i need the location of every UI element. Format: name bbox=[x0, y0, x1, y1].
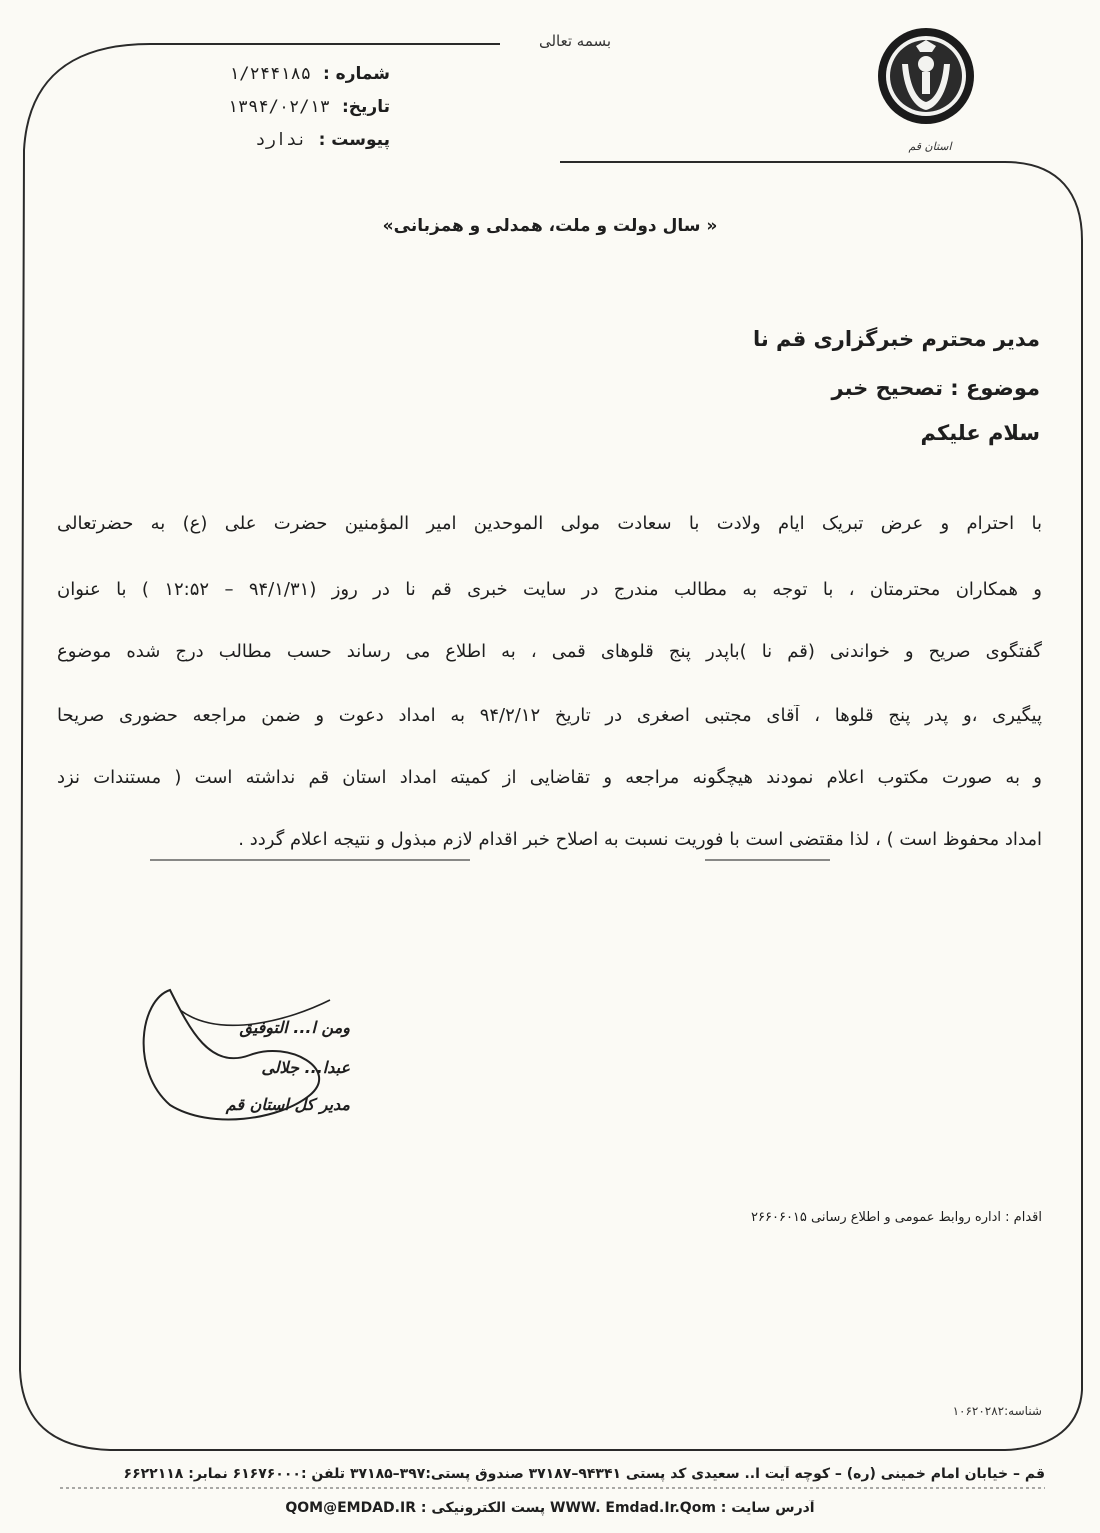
greeting: سلام علیکم bbox=[920, 421, 1040, 445]
body-line-5: و به صورت مکتوب اعلام نمودند هیچگونه مراجعه و تقاضایی از کمیته امداد استان قم نداشته است ( مستندات نزد bbox=[57, 767, 1042, 788]
attachment-value: ندارد bbox=[255, 130, 307, 150]
invocation: بسمه تعالی bbox=[538, 32, 612, 50]
date-value: ۱۳۹۴/۰۲/۱۳ bbox=[227, 97, 330, 117]
document-id: شناسه:۱۰۶۲۰۲۸۲ bbox=[952, 1404, 1042, 1418]
province-label: استان قم bbox=[908, 140, 952, 153]
attachment-label: پیوست : bbox=[318, 130, 390, 150]
body-line-2: و همکاران محترمتان ، با توجه به مطالب مندرج در سایت خبری قم نا در روز (۹۴/۱/۳۱ – ۱۲:۵۲ ) با عنوان bbox=[57, 579, 1042, 600]
body-line-6: امداد محفوظ است ) ، لذا مقتضی است با فوریت نسبت به اصلاح خبر اقدام لازم مبذول و نتیجه اعلام گردد . bbox=[238, 829, 1042, 850]
number-value: ۱/۲۴۴۱۸۵ bbox=[229, 64, 311, 84]
recipient: مدیر محترم خبرگزاری قم نا bbox=[752, 327, 1040, 351]
signature-name: عبدا... جلالی bbox=[261, 1058, 350, 1077]
signature-closing: ومن ا... التوفیق bbox=[239, 1018, 350, 1037]
action-note: اقدام : اداره روابط عمومی و اطلاع رسانی ۲۶۶۰۶۰۱۵ bbox=[751, 1210, 1042, 1225]
year-slogan: « سال دولت و ملت، همدلی و همزبانی» bbox=[382, 216, 718, 236]
footer-address: قم – خیابان امام خمینی (ره) – کوچه آیت ا.. سعیدی کد پستی ۹۴۳۴۱–۳۷۱۸۷ صندوق پستی:۳۹۷–۳۷۱۸۵ تلفن :۶۱۶۷۶۰۰۰ نمابر: ۶۶۲۲۱۱۸ bbox=[123, 1466, 1045, 1482]
emdad-logo-icon bbox=[872, 24, 980, 142]
letter-attachment-row bbox=[255, 130, 390, 150]
subject: موضوع : تصحیح خبر bbox=[831, 376, 1040, 400]
number-label: شماره : bbox=[322, 64, 390, 84]
letter-number-row bbox=[229, 64, 390, 84]
date-label: تاریخ: bbox=[342, 97, 390, 117]
footer-web: آدرس سایت : WWW. Emdad.Ir.Qom پست الکترونیکی : QOM@EMDAD.IR bbox=[285, 1500, 815, 1516]
letter-date-row bbox=[228, 97, 390, 117]
body-line-1: با احترام و عرض تبریک ایام ولادت با سعادت مولی الموحدین امیر المؤمنین حضرت علی (ع) به حضرتعالی bbox=[57, 513, 1042, 534]
body-line-4: پیگیری ،و پدر پنج قلوها ، آقای مجتبی اصغری در تاریخ ۹۴/۲/۱۲ به امداد دعوت و ضمن مراجعه حضوری صریحا bbox=[57, 705, 1042, 726]
signature-title: مدیر کل استان قم bbox=[225, 1095, 350, 1114]
body-line-3: گفتگوی صریح و خواندنی (قم نا )باپدر پنج قلوهای قمی ، به اطلاع می رساند حسب مطالب درج شده موضوع bbox=[57, 641, 1042, 662]
